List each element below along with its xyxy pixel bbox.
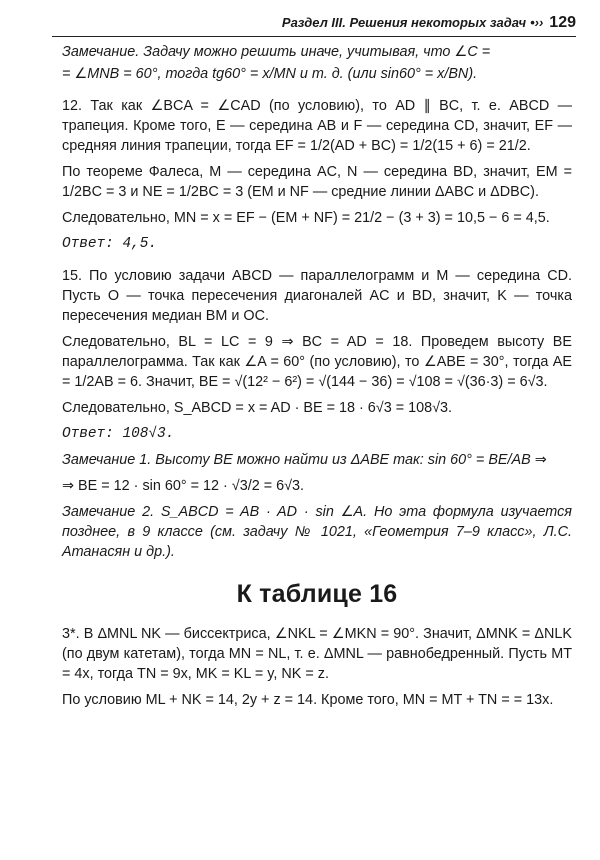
running-header [52,10,576,37]
problem-12-answer: Ответ: 4,5. [62,236,157,252]
problem-15-remark-1-cont: ⇒ BE = 12 · sin 60° = 12 · √3/2 = 6√3. [62,478,305,494]
section-title: Раздел III. Решения некоторых задач [281,15,527,30]
problem-12-paragraph-3: Следовательно, MN = x = EF − (EM + NF) = 21/2 − (3 + 3) = 10,5 − 6 = 4,5. [62,210,550,226]
problem-15-paragraph-2: Следовательно, BL = LC = 9 ⇒ BC = AD = 18. Проведем высоту BE параллелограмма. Так как ∠A = 60° (по условию), то ∠ABE = 30°, тогда AE = 1/2AB = 6. Значит, BE = √(12² − 6²) = √(144 − 36) = √108 = √(36·3) = 6√3. [62,334,572,390]
problem-15-answer: Ответ: 108√3. [62,426,175,442]
problem-3-paragraph-1: 3*. В ΔMNL NK — биссектриса, ∠NKL = ∠MKN = 90°. Значит, ΔMNK = ΔNLK (по двум катетам), тогда MN = NL, т. е. ΔMNL — равнобедренный. Пусть MT = 4x, тогда TN = 9x, MK = KL = y, NK = z. [62,626,572,682]
header-marker: •›› [530,15,544,30]
problem-15-paragraph-1: 15. По условию задачи ABCD — параллелограмм и M — середина CD. Пусть O — точка пересечения диагоналей AC и BD, значит, K — точка пересечения медиан BM и OC. [62,268,572,324]
problem-3-paragraph-2: По условию ML + NK = 14, 2y + z = 14. Кроме того, MN = MT + TN = = 13x. [62,692,554,708]
problem-15-remark-2: Замечание 2. S_ABCD = AB · AD · sin ∠A. Но эта формула изучается позднее, в 9 классе (см. задачу № 1021, «Геометрия 7–9 класс», Л.С. Атанасян и др.). [62,504,572,560]
problem-15-remark-1: Замечание 1. Высоту BE можно найти из ΔABE так: sin 60° = BE/AB ⇒ [62,452,547,468]
section-heading: К таблице 16 [236,580,398,608]
problem-12-paragraph-2: По теореме Фалеса, M — середина AC, N — середина BD, значит, EM = 1/2BC = 3 и NE = 1/2BC = 3 (EM и NF — средние линии ΔABC и ΔDBC). [62,164,572,200]
page-content [62,42,572,716]
remark-line-1: Замечание. Задачу можно решить иначе, учитывая, что ∠C = [62,44,491,60]
problem-15-paragraph-3: Следовательно, S_ABCD = x = AD · BE = 18 · 6√3 = 108√3. [62,400,453,416]
remark-line-2: = ∠MNB = 60°, тогда tg60° = x/MN и т. д. (или sin60° = x/BN). [62,66,478,82]
problem-12-paragraph-1: 12. Так как ∠BCA = ∠CAD (по условию), то AD ∥ BC, т. е. ABCD — трапеция. Кроме того, E — середина AB и F — середина CD, значит, EF — средняя линия трапеции, тогда EF = 1/2(AD + BC) = 1/2(15 + 6) = 21/2. [62,98,572,154]
page-number: 129 [549,14,576,31]
